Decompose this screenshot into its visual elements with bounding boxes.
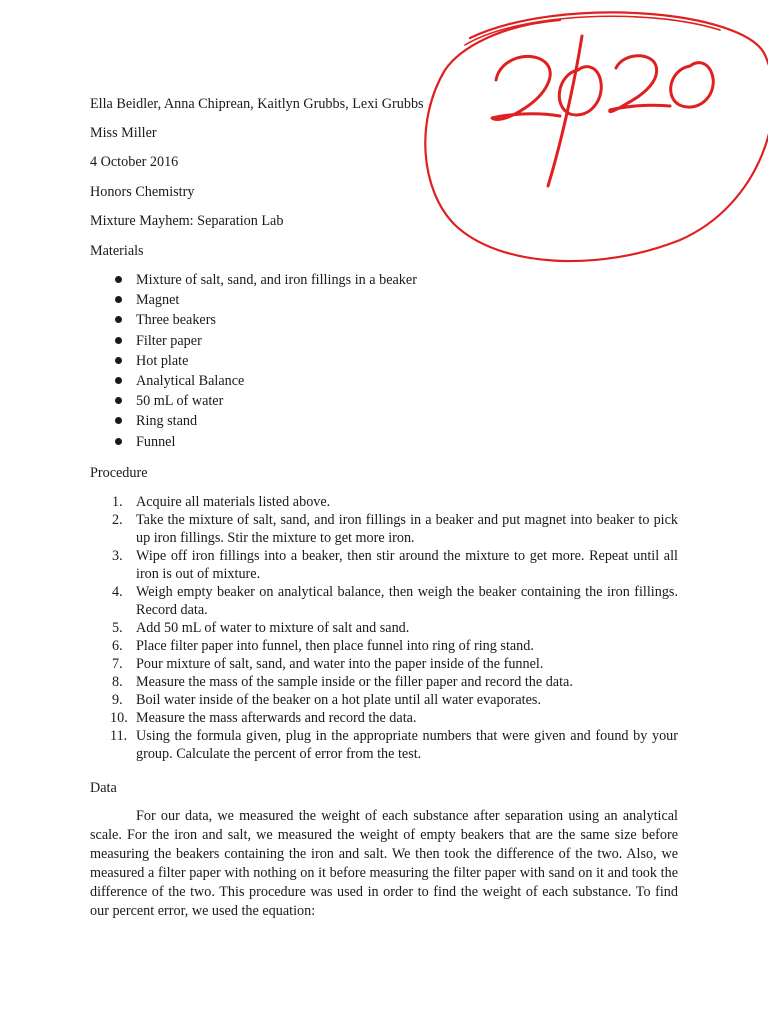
procedure-step (90, 709, 678, 727)
material-item-label: Filter paper (136, 332, 202, 349)
digit-two-stroke (492, 56, 560, 119)
authors-line: Ella Beidler, Anna Chiprean, Kaitlyn Grubbs, Lexi Grubbs (90, 96, 424, 112)
data-paragraph: For our data, we measured the weight of each substance after separation using an analytical scale. For the iron and salt, we measured the weight of empty beakers that are the same size before measuring the beakers containing the iron and salt. We then took the difference of the two. Also, we measured a filter paper with nothing on it before measuring the filter paper with sand on it and took the difference of the two. This procedure was used in order to find the weight of each substance. To find our percent error, we used the equation: (90, 808, 678, 919)
list-item (90, 291, 417, 311)
step-number: 5. (112, 620, 123, 636)
material-item-label: Ring stand (136, 413, 198, 430)
procedure-step (90, 691, 678, 709)
list-item (90, 412, 417, 432)
list-item (90, 372, 417, 392)
material-item-label: Three beakers (136, 312, 216, 329)
step-text: Using the formula given, plug in the appropriate numbers that were given and found by your group. Calculate the percent of error from the test. (136, 728, 678, 762)
step-text: Take the mixture of salt, sand, and iron fillings in a beaker and put magnet into beaker to pick up iron fillings. Stir the mixture to get more iron. (136, 512, 678, 546)
procedure-step (90, 619, 678, 637)
bullet-icon (115, 357, 122, 364)
list-item (90, 332, 417, 352)
date-line: 4 October 2016 (90, 154, 179, 170)
step-text: Place filter paper into funnel, then place funnel into ring of ring stand. (136, 638, 534, 654)
material-item-label: Magnet (136, 292, 180, 309)
procedure-list (90, 493, 678, 763)
course-line: Honors Chemistry (90, 184, 195, 200)
bullet-icon (115, 316, 122, 323)
step-number: 4. (112, 584, 123, 600)
procedure-step (90, 655, 678, 673)
procedure-step (90, 727, 678, 763)
bullet-icon (115, 276, 122, 283)
bullet-icon (115, 438, 122, 445)
step-text: Measure the mass of the sample inside or the filler paper and record the data. (136, 674, 573, 690)
step-text: Acquire all materials listed above. (136, 494, 331, 510)
procedure-step (90, 583, 678, 619)
step-number: 3. (112, 548, 123, 564)
list-item (90, 311, 417, 331)
digit-zero-second-stroke (671, 63, 714, 107)
step-text: Boil water inside of the beaker on a hot plate until all water evaporates. (136, 692, 541, 708)
data-heading: Data (90, 780, 117, 796)
list-item (90, 392, 417, 412)
grade-circle-inner-stroke (465, 16, 720, 45)
procedure-step (90, 493, 678, 511)
step-number: 9. (112, 692, 123, 708)
grade-ink (425, 12, 768, 261)
step-number: 1. (112, 494, 123, 510)
teacher-line: Miss Miller (90, 125, 157, 141)
slash-stroke (548, 36, 582, 186)
step-number: 8. (112, 674, 123, 690)
procedure-step (90, 673, 678, 691)
material-item-label: Mixture of salt, sand, and iron fillings in a beaker (136, 272, 417, 288)
bullet-icon (115, 296, 122, 303)
digit-zero-stroke (559, 67, 601, 115)
list-item (90, 271, 417, 291)
step-text: Add 50 mL of water to mixture of salt and sand. (136, 620, 410, 636)
list-item (90, 433, 417, 453)
material-item-label: Analytical Balance (136, 372, 245, 389)
digit-two-second-stroke (610, 56, 670, 112)
procedure-step (90, 547, 678, 583)
materials-heading: Materials (90, 243, 144, 259)
step-number: 10. (110, 710, 128, 726)
bullet-icon (115, 417, 122, 424)
step-number: 7. (112, 656, 123, 672)
list-item (90, 352, 417, 372)
material-item-label: Funnel (136, 433, 176, 450)
step-number: 6. (112, 638, 123, 654)
step-text: Pour mixture of salt, sand, and water into the paper inside of the funnel. (136, 656, 544, 672)
procedure-heading: Procedure (90, 465, 148, 481)
step-text: Weigh empty beaker on analytical balance, then weigh the beaker containing the iron fillings. Record data. (136, 584, 678, 618)
step-text: Measure the mass afterwards and record the data. (136, 710, 417, 726)
bullet-icon (115, 397, 122, 404)
material-item-label: Hot plate (136, 352, 189, 369)
grade-circle-stroke (425, 12, 768, 261)
bullet-icon (115, 377, 122, 384)
procedure-step (90, 637, 678, 655)
step-number: 2. (112, 512, 123, 528)
step-number: 11. (110, 728, 128, 744)
document-title: Mixture Mayhem: Separation Lab (90, 213, 284, 229)
procedure-step (90, 511, 678, 547)
bullet-icon (115, 337, 122, 344)
step-text: Wipe off iron fillings into a beaker, then stir around the mixture to get more. Repeat until all iron is out of mixture. (136, 548, 678, 582)
material-item-label: 50 mL of water (136, 393, 224, 410)
materials-list (90, 271, 417, 453)
